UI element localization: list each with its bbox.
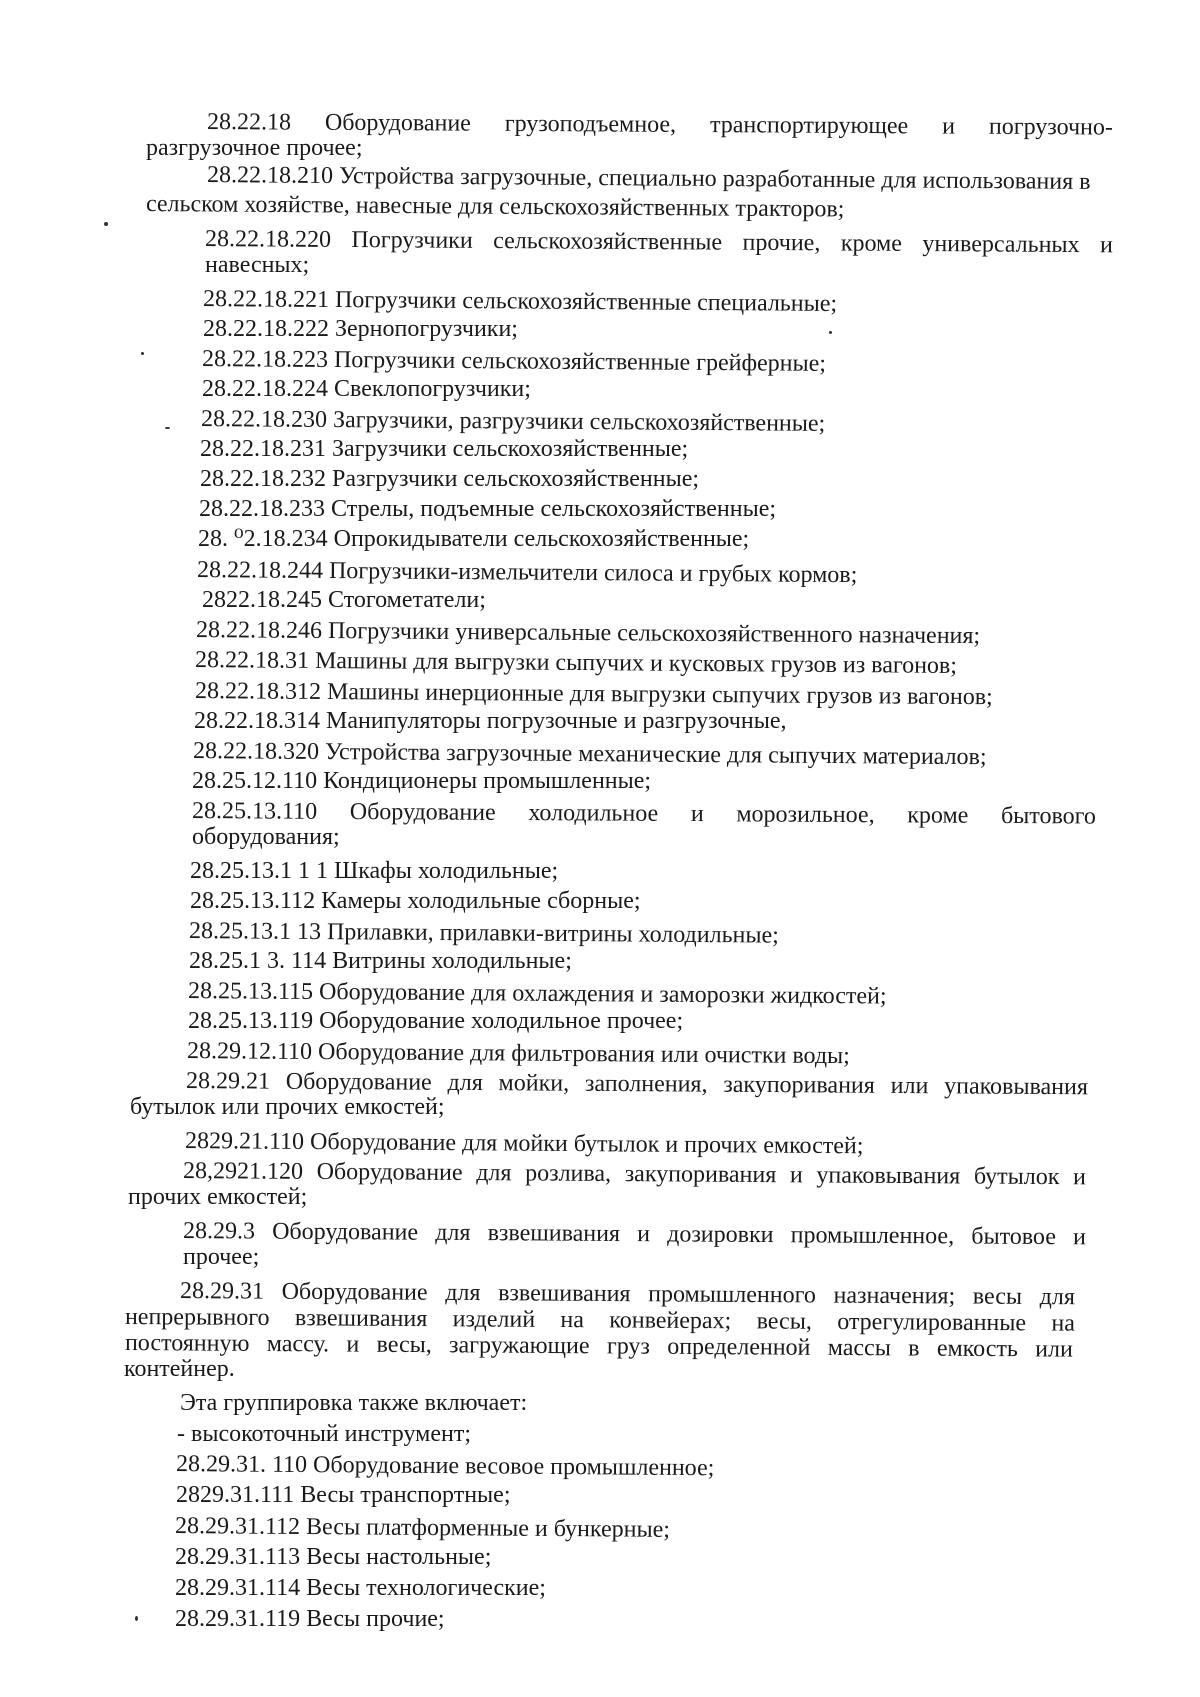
word: загружающие <box>449 1332 590 1360</box>
word: и <box>1099 232 1114 259</box>
document-line: 28.25.13.1 1 1 Шкафы холодильные; <box>190 858 559 884</box>
word: упаковывания <box>816 1162 961 1190</box>
word: для <box>445 1279 481 1307</box>
word: промышленного <box>648 1281 816 1309</box>
document-line <box>183 1157 1086 1191</box>
document-line: 28.22.18.231 Загрузчики сельскохозяйственные; <box>200 436 689 462</box>
word: транспортирующее <box>709 112 909 140</box>
word: 28.25.13.110 <box>191 798 318 825</box>
word: кроме <box>907 802 969 829</box>
document-line: 28.22.18.221 Погрузчики сельскохозяйственные специальные; <box>202 286 838 317</box>
document-line: прочих емкостей; <box>128 1184 308 1210</box>
word: для <box>447 1069 483 1097</box>
word: весы, <box>376 1331 432 1359</box>
document-line: 28.25.13.115 Оборудование для охлаждения и заморозки жидкостей; <box>187 978 887 1010</box>
word: 28.29.3 <box>182 1218 256 1245</box>
document-line: навесных; <box>205 252 310 278</box>
document-line: 2829.21.110 Оборудование для мойки бутылок и прочих емкостей; <box>184 1128 864 1160</box>
word: и <box>1073 1164 1087 1191</box>
document-line: сельском хозяйстве, навесные для сельскохозяйственных тракторов; <box>145 191 845 223</box>
word: и <box>690 801 704 828</box>
document-line: разгрузочное прочее; <box>146 135 363 161</box>
document-line: 28.25.13.112 Камеры холодильные сборные; <box>190 888 641 914</box>
word: Погрузчики <box>351 227 473 254</box>
document-line: 28.25.1 3. 114 Витрины холодильные; <box>189 948 572 974</box>
word: морозильное, <box>736 801 875 829</box>
word: Оборудование <box>324 109 471 137</box>
document-line <box>125 1329 1073 1364</box>
document-line: 28.22.18.230 Загрузчики, разгрузчики сельскохозяйственные; <box>200 406 826 437</box>
word: мойки, <box>498 1070 570 1097</box>
word: груз <box>606 1333 651 1360</box>
word: изделий <box>452 1306 536 1333</box>
word: Оборудование <box>349 798 496 826</box>
word: или <box>890 1072 929 1100</box>
document-line: 28.29.31. 110 Оборудование весовое промышленное; <box>175 1451 715 1482</box>
document-line: прочее; <box>183 1244 260 1270</box>
word: постоянную <box>124 1330 250 1357</box>
scan-speck <box>165 427 170 429</box>
scan-speck <box>829 331 832 334</box>
document-line: 2822.18.245 Стогометатели; <box>202 587 486 613</box>
word: заполнения, <box>584 1070 708 1098</box>
word: Оборудование <box>316 1158 463 1186</box>
word: и <box>637 1221 651 1248</box>
word: массу. <box>266 1330 330 1358</box>
word: для <box>435 1219 471 1247</box>
document-line: 28.22.18.31 Машины для выгрузки сыпучих и кусковых грузов из вагонов; <box>194 647 958 679</box>
word: взвешивания <box>487 1220 621 1248</box>
word: назначения; <box>833 1282 956 1310</box>
document-line: 28.25.13.119 Оборудование холодильное прочее; <box>188 1008 684 1034</box>
document-line: 28.22.18.224 Свеклопогрузчики; <box>202 376 531 402</box>
document-line: Эта группировка также включает: <box>180 1390 528 1416</box>
scan-speck <box>104 222 108 226</box>
word: на <box>1051 1310 1076 1337</box>
word: упаковывания <box>944 1073 1089 1101</box>
document-line: 28.29.12.110 Оборудование для фильтрования или очистки воды; <box>186 1038 851 1070</box>
document-line: 2829.31.111 Весы транспортные; <box>176 1482 511 1508</box>
document-line <box>183 1217 1086 1251</box>
document-line: контейнер. <box>124 1356 235 1382</box>
document-line: оборудования; <box>192 824 340 850</box>
document-line: 28.22.18.223 Погрузчики сельскохозяйственные грейферные; <box>201 346 827 377</box>
word: закупоривания <box>624 1161 777 1189</box>
word: в <box>908 1335 920 1362</box>
word: 28.22.18 <box>206 109 292 136</box>
word: универсальных <box>922 231 1080 259</box>
document-line: 28. ⁰2.18.234 Опрокидыватели сельскохозяйственные; <box>198 526 750 552</box>
word: на <box>560 1307 585 1334</box>
word: непрерывного <box>124 1304 270 1332</box>
word: взвешивания <box>498 1280 631 1308</box>
word: дозировки <box>667 1221 774 1249</box>
word: и <box>942 113 956 140</box>
document-line: 28.22.18.233 Стрелы, подъемные сельскохозяйственные; <box>199 496 777 522</box>
word: отрегулированные <box>837 1308 1027 1337</box>
scan-speck <box>141 352 144 355</box>
word: 28,2921.120 <box>182 1158 304 1185</box>
document-line: 28.29.31.114 Весы технологические; <box>175 1575 546 1601</box>
document-line: 28.22.18.312 Машины инерционные для выгрузки сыпучих грузов из вагонов; <box>194 678 993 711</box>
document-line: 28.22.18.244 Погрузчики-измельчители силоса и грубых кормов; <box>196 557 858 589</box>
word: весы, <box>756 1308 812 1335</box>
document-line: 28.29.31.112 Весы платформенные и бункерные; <box>174 1513 671 1543</box>
word: бытового <box>1000 802 1097 830</box>
word: Оборудование <box>281 1278 428 1306</box>
document-line: - высокоточный инструмент; <box>177 1421 471 1447</box>
word: и <box>346 1331 360 1358</box>
word: или <box>1035 1336 1073 1363</box>
word: весы <box>972 1283 1023 1310</box>
word: бытовое <box>971 1223 1057 1251</box>
word: массы <box>827 1334 891 1362</box>
document-line: 28.22.18.314 Манипуляторы погрузочные и разгрузочные, <box>194 708 787 734</box>
document-line: 28.25.12.110 Кондиционеры промышленные; <box>192 768 652 794</box>
document-line: 28.25.13.1 13 Прилавки, прилавки-витрины холодильные; <box>188 918 779 949</box>
document-line: 28.29.31.119 Весы прочие; <box>175 1606 445 1632</box>
word: Оборудование <box>272 1218 419 1246</box>
word: Оборудование <box>285 1068 432 1096</box>
word: бутылок <box>973 1163 1060 1191</box>
word: конвейерах; <box>609 1307 732 1335</box>
document-line: 28.22.18.222 Зернопогрузчики; <box>203 316 518 342</box>
word: определенной <box>667 1333 811 1361</box>
word: взвешивания <box>294 1305 428 1333</box>
word: 28.29.31 <box>179 1278 265 1305</box>
word: прочие, <box>742 229 821 257</box>
word: и <box>1072 1224 1087 1251</box>
document-line: 28.22.18.246 Погрузчики универсальные сельскохозяйственного назначения; <box>195 617 981 650</box>
document-line: 28.29.31.113 Весы настольные; <box>175 1544 492 1570</box>
word: кроме <box>840 230 902 257</box>
scan-speck <box>135 1616 138 1621</box>
word: для <box>476 1160 512 1187</box>
word: закупоривания <box>723 1071 875 1099</box>
document-line: 28.22.18.320 Устройства загрузочные механические для сыпучих материалов; <box>192 738 987 771</box>
word: розлива, <box>525 1160 612 1187</box>
document-line: 28.22.18.210 Устройства загрузочные, специально разработанные для использования в <box>206 162 1091 195</box>
word: для <box>1039 1284 1076 1311</box>
document-line: 28.22.18.232 Разгрузчики сельскохозяйственные; <box>200 466 700 492</box>
document-line: бутылок или прочих емкостей; <box>130 1094 445 1120</box>
word: сельскохозяйственные <box>493 228 723 256</box>
word: 28.29.21 <box>185 1068 271 1095</box>
document-line <box>205 225 1113 259</box>
word: 28.22.18.220 <box>204 226 332 253</box>
word: и <box>789 1162 803 1189</box>
word: емкость <box>936 1335 1018 1363</box>
word: промышленное, <box>790 1222 955 1250</box>
word: погрузочно- <box>988 113 1113 141</box>
word: холодильное <box>528 800 659 827</box>
word: грузоподъемное, <box>504 110 677 138</box>
